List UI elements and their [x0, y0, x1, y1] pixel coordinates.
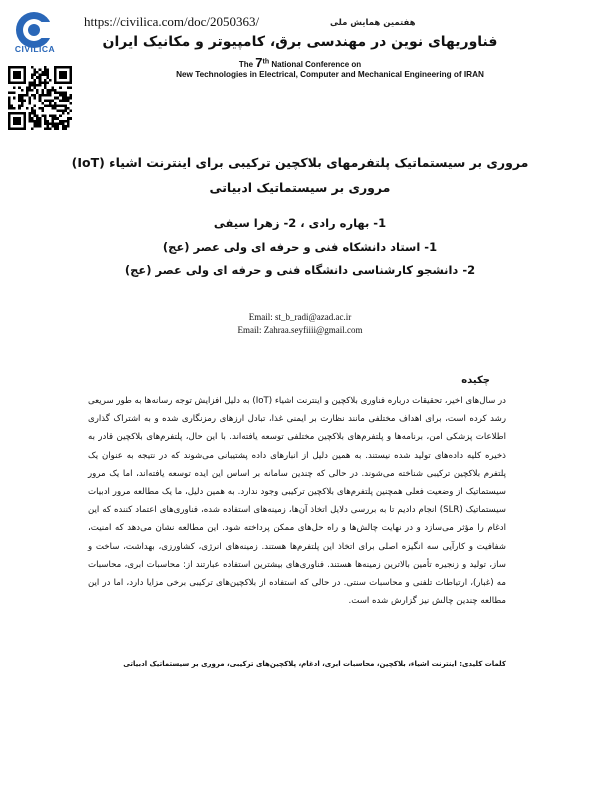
paper-title-line2: مروری بر سیستماتیک ادبیاتی [209, 180, 391, 195]
conference-small-title: هفتمین همایش ملی [330, 18, 416, 28]
conference-ordinal-suffix: th [262, 58, 270, 66]
author-affiliation-2: 2- دانشجو کارشناسی دانشگاه فنی و حرفه ای ولی عصر (عج) [124, 263, 476, 277]
conference-ordinal-rest: National Conference on [271, 60, 362, 69]
author-affiliation-1: 1- استاد دانشکاه فنی و حرفه ای ولی عصر (عج) [162, 240, 438, 254]
document-url[interactable]: https://civilica.com/doc/2050363/ [84, 14, 260, 29]
conference-title-en: New Technologies in Electrical, Computer and Mechanical Engineering of IRAN [176, 70, 484, 79]
conference-title-fa: فناوریهای نوین در مهندسی برق، کامپیوتر و مکانیک ایران [102, 34, 498, 50]
conference-ordinal [0, 55, 600, 70]
conference-ordinal-prefix: The [238, 60, 254, 69]
abstract-heading: چکیده [461, 375, 490, 386]
logo-text: CIVILICA [14, 44, 56, 54]
abstract-body: در سال‌های اخیر، تحقیقات درباره فناوری بلاکچین و اینترنت اشیاء (IoT) به دلیل افزایش توجه رسانه‌ها به طور سریعی رشد کرده است، برای اهداف مختلفی مانند نظارت بر ایمنی غذا، تبادل ارزهای رمزنگاری شده و به اشتراک گذاری اطلاعات پزشکی امن، برنامه‌ها و پلتفرم‌های بلاکچین مختلفی توسعه یافته‌اند. با این حال، پلتفرم‌های بلاکچین قادر به ذخیره کلیه داده‌های تولید شده نیستند. به همین دلیل از انبارهای داده پشتیبانی می‌شوند که در نتیجه به عنوان یک پلتفرم بلاکچین ترکیبی شناخته می‌شوند. در حالی که چندین سامانه بر اساس این ایده توسعه یافته‌اند، اما یک مرور سیستماتیک از وضعیت فعلی همچنین پلتفرم‌های بلاکچین ترکیبی وجود ندارد. به همین دلیل، ما یک مطالعه مرور ادبیات سیستماتیک (SLR) انجام دادیم تا به بررسی دلایل اتخاذ آن‌ها، زمینه‌های استفاده شده، فناوری‌های اعتماد کننده که این ادغام را مؤثر می‌سازد و در نهایت چالش‌ها و راه حل‌های ممکن پرداخته شود. این مطالعه نشان می‌دهد که امنیت، شفافیت و کارآیی سه انگیزه اصلی برای اتخاذ این پلتفرم‌ها هستند. زمینه‌های انرژی، کشاورزی، بهداشت، ساخت و ساز، تولید و زنجیره تأمین بالاترین زمینه‌ها هستند. فناوری‌های بیشترین استفاده عبارتند از: محاسبات ابری، محاسبات مه (غبار)، ارتباطات تلفنی و محاسبات سنتی. در حالی که استفاده از بلاکچین‌های ترکیبی برخی مزایا دارد، اما در این مطالعه چندین چالش نیز گزارش شده است. [88, 396, 506, 607]
conference-ordinal-number: 7 [255, 55, 263, 70]
author-email-2: Email: Zahraa.seyfiiii@gmail.com [237, 325, 363, 335]
paper-title-line1: مروری بر سیستماتیک پلتفرمهای بلاکچین ترکیبی برای اینترنت اشیاء (IoT) [71, 155, 529, 170]
author-email-1: Email: st_b_radi@azad.ac.ir [248, 312, 352, 322]
paper-authors: 1- بهاره رادی ، 2- زهرا سیفی [213, 216, 387, 230]
keywords: کلمات کلیدی: اینترنت اشیاء، بلاکچین، محاسبات ابری، ادغام، پلاکچین‌های ترکیبی، مروری بر سیستماتیک ادبیاتی [123, 660, 506, 668]
